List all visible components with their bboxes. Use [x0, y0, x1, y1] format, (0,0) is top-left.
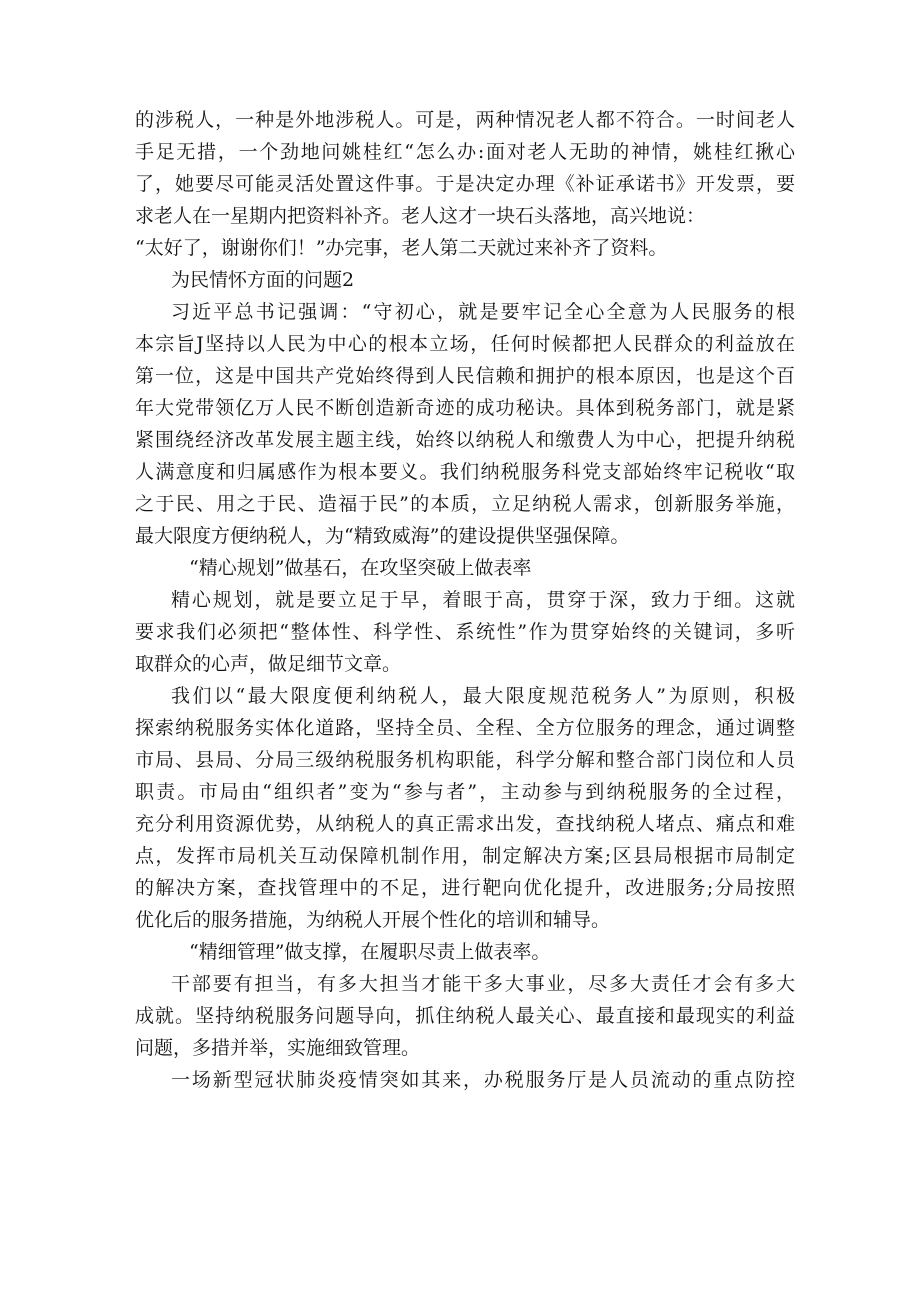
- paragraph-line: “太好了，谢谢你们！”办完事，老人第二天就过来补齐了资料。: [135, 237, 668, 259]
- paragraph-line: 本宗旨J坚持以人民为中心的根本立场，任何时候都把人民群众的利益放在: [135, 333, 795, 355]
- paragraph-line: 了，她要尽可能灵活处置这件事。于是决定办理《补证承诺书》开发票，要: [135, 173, 795, 195]
- paragraph-line: 的涉税人，一种是外地涉税人。可是，两种情况老人都不符合。一时间老人: [135, 109, 795, 131]
- section-heading: “精心规划”做基石，在攻坚突破上做表率: [189, 557, 532, 579]
- paragraph-line: 一场新型冠状肺炎疫情突如其来，办税服务厅是人员流动的重点防控: [171, 1069, 795, 1091]
- paragraph-line: 充分利用资源优势，从纳税人的真正需求出发，查找纳税人堵点、痛点和难: [135, 813, 795, 835]
- paragraph-line: 要求我们必须把“整体性、科学性、系统性”作为贯穿始终的关键词，多听: [135, 621, 795, 643]
- paragraph-line: 手足无措，一个劲地问姚桂红“怎么办:面对老人无助的神情，姚桂红揪心: [135, 141, 795, 163]
- paragraph-line: 的解决方案，查找管理中的不足，进行靶向优化提升，改进服务;分局按照: [135, 877, 795, 899]
- document-body: [135, 104, 800, 1096]
- paragraph-line: 最大限度方便纳税人，为“精致威海”的建设提供坚强保障。: [135, 525, 630, 547]
- paragraph-line: 优化后的服务措施，为纳税人开展个性化的培训和辅导。: [135, 909, 611, 931]
- paragraph-line: 习近平总书记强调：“守初心，就是要牢记全心全意为人民服务的根: [171, 301, 795, 323]
- paragraph-line: 紧围绕经济改革发展主题主线，始终以纳税人和缴费人为中心，把提升纳税: [135, 429, 795, 451]
- paragraph-line: 求老人在一星期内把资料补齐。老人这才一块石头落地，高兴地说：: [135, 205, 706, 227]
- section-heading: 为民情怀方面的问题2: [171, 269, 355, 291]
- paragraph-line: 年大党带领亿万人民不断创造新奇迹的成功秘诀。具体到税务部门，就是紧: [135, 397, 795, 419]
- paragraph-line: 第一位，这是中国共产党始终得到人民信赖和拥护的根本原因，也是这个百: [135, 365, 795, 387]
- paragraph-line: 精心规划，就是要立足于早，着眼于高，贯穿于深，致力于细。这就: [171, 589, 795, 611]
- paragraph-line: 取群众的心声，做足细节文章。: [135, 653, 402, 675]
- section-heading: “精细管理”做支撑，在履职尽责上做表率。: [189, 941, 551, 963]
- paragraph-line: 职责。市局由“组织者”变为“参与者”，主动参与到纳税服务的全过程，: [135, 781, 795, 803]
- paragraph-line: 问题，多措并举，实施细致管理。: [135, 1037, 421, 1059]
- paragraph-line: 人满意度和归属感作为根本要义。我们纳税服务科党支部始终牢记税收“取: [135, 461, 795, 483]
- paragraph-line: 点，发挥市局机关互动保障机制作用，制定解决方案;区县局根据市局制定: [135, 845, 795, 867]
- paragraph-line: 之于民、用之于民、造福于民”的本质，立足纳税人需求，创新服务举施，: [135, 493, 795, 515]
- paragraph-line: 探索纳税服务实体化道路，坚持全员、全程、全方位服务的理念，通过调整: [135, 717, 795, 739]
- paragraph-line: 成就。坚持纳税服务问题导向，抓住纳税人最关心、最直接和最现实的利益: [135, 1005, 795, 1027]
- paragraph-line: 市局、县局、分局三级纳税服务机构职能，科学分解和整合部门岗位和人员: [135, 749, 795, 771]
- paragraph-line: 我们以“最大限度便利纳税人，最大限度规范税务人”为原则，积极: [171, 685, 795, 707]
- paragraph-line: 干部要有担当，有多大担当才能干多大事业，尽多大责任才会有多大: [171, 973, 795, 995]
